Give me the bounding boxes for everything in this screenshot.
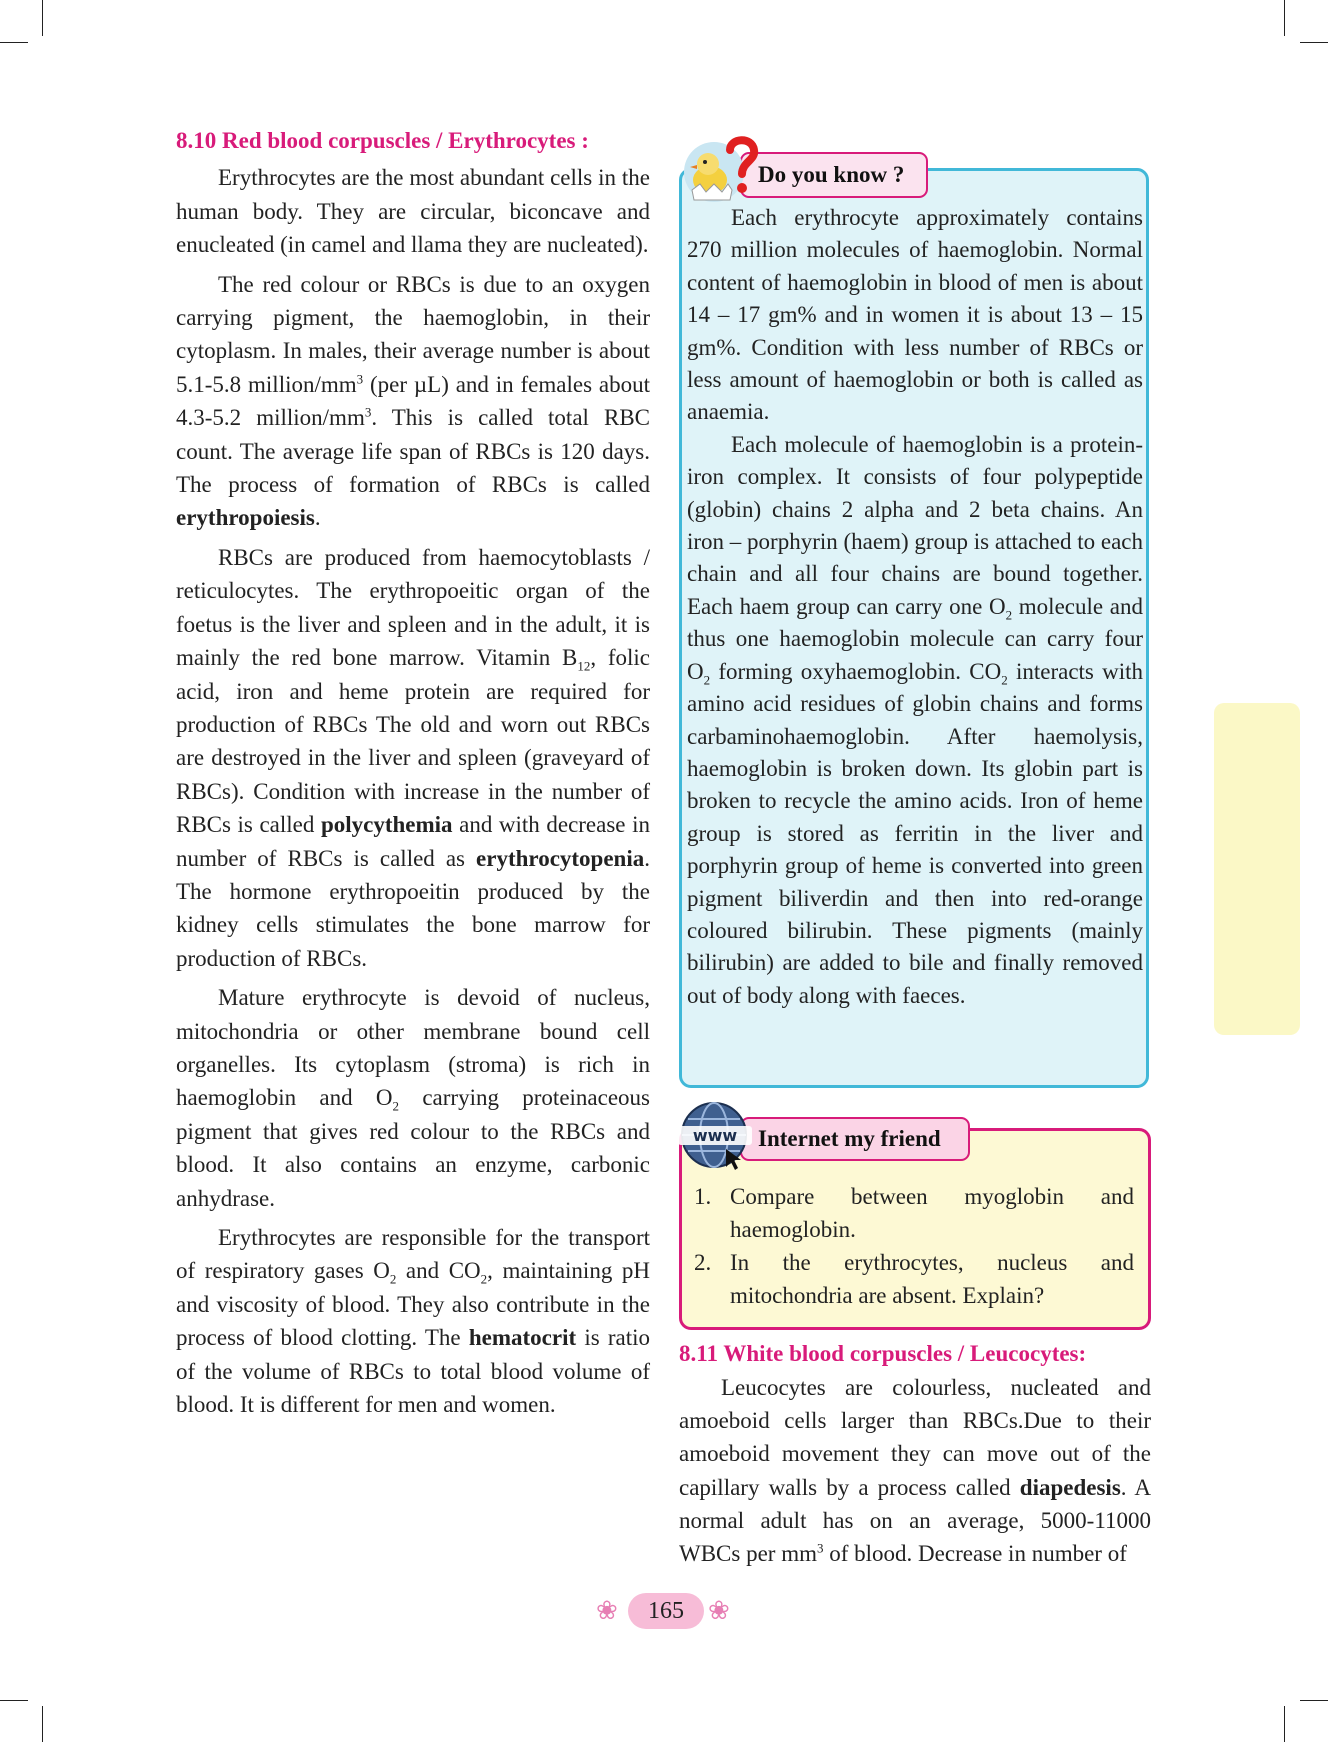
paragraph: Erythrocytes are responsible for the transport of respiratory gases $O_2$ and $CO_2$, maintaining pH and viscosity of blood. They also contribute in the process of blood clotting. The hematocrit is ratio of the volume of RBCs to total blood volume of blood. It is different for men and women. xyxy=(176,1225,650,1418)
internet-my-friend-title: Internet my friend xyxy=(740,1117,970,1161)
crop-mark xyxy=(1284,1706,1285,1742)
paragraph: RBCs are produced from haemocytoblasts / reticulocytes. The erythropoeitic organ of the foetus is the liver and spleen and in the adult, it is mainly the red bone marrow. Vitamin $B_{12}$, folic acid, iron and heme protein are required for production of RBCs The old and worn out RBCs are destroyed in the liver and spleen (graveyard of RBCs). Condition with increase in the number of RBCs is called polycythemia and with decrease in number of RBCs is called as erythrocytopenia. The hormone erythropoeitin produced by the kidney cells stimulates the bone marrow for production of RBCs. xyxy=(176,544,650,971)
internet-question-list xyxy=(694,1181,1134,1313)
section-811-content xyxy=(679,1371,1151,1570)
do-you-know-content xyxy=(687,202,1143,1012)
paragraph: Each molecule of haemoglobin is a protein-iron complex. It consists of four polypeptide (globin) chains 2 alpha and 2 beta chains. An iron – porphyrin (haem) group is attached to each chain and all four chains are bound together. Each haem group can carry one $O_2$ molecule and thus one haemoglobin molecule can carry four $O_2$ forming oxyhaemoglobin. $CO_2$ interacts with amino acid residues of globin chains and forms carbaminohaemoglobin. After haemolysis, haemoglobin is broken down. Its globin part is broken to recycle the amino acids. Iron of heme group is stored as ferritin in the liver and porphyrin group of heme is converted into green pigment biliverdin and then into red-orange coloured bilirubin. These pigments (mainly bilirubin) are added to bile and finally removed out of body along with faeces. xyxy=(687,431,1144,1008)
flower-icon: ❀ xyxy=(596,1596,618,1625)
paragraph: Each erythrocyte approximately contains 270 million molecules of haemoglobin. Normal content of haemoglobin in blood of men is about 14 – 17 gm% and in women it is about 13 – 15 gm%. Condition with less number of RBCs or less amount of haemoglobin or both is called as anaemia. xyxy=(687,205,1143,425)
left-column xyxy=(176,124,650,1427)
svg-text:www: www xyxy=(692,1126,738,1145)
paragraph: Mature erythrocyte is devoid of nucleus, mitochondria or other membrane bound cell organelles. Its cytoplasm (stroma) is rich in haemoglobin and $O_2$ carrying proteinaceous pigment that gives red colour to the RBCs and blood. It also contains an enzyme, carbonic anhydrase. xyxy=(176,985,650,1211)
paragraph: Erythrocytes are the most abundant cells in the human body. They are circular, biconcave and enucleated (in camel and llama they are nucleated). xyxy=(176,165,650,258)
do-you-know-title: Do you know ? xyxy=(740,152,928,198)
list-item: 1. Compare between myoglobin and haemoglobin. xyxy=(694,1184,1134,1242)
chick-question-icon xyxy=(678,132,768,212)
crop-mark xyxy=(42,1706,43,1742)
crop-mark xyxy=(1284,0,1285,36)
paragraph: Leucocytes are colourless, nucleated and amoeboid cells larger than RBCs.Due to their amoeboid movement they can move out of the capillary walls by a process called diapedesis. A normal adult has on an average, 5000-11000 WBCs per $mm^3$ of blood. Decrease in number of xyxy=(679,1375,1151,1567)
flower-icon: ❀ xyxy=(708,1596,730,1625)
crop-mark xyxy=(1300,42,1328,43)
page-number: 165 xyxy=(628,1593,704,1629)
globe-www-icon xyxy=(676,1097,756,1177)
list-item: 2. In the erythrocytes, nucleus and mitochondria are absent. Explain? xyxy=(694,1250,1134,1308)
crop-mark xyxy=(42,0,43,36)
chapter-side-tab xyxy=(1214,703,1300,1035)
page-number-footer xyxy=(594,1591,738,1633)
crop-mark xyxy=(0,1700,28,1701)
crop-mark xyxy=(0,42,28,43)
section-heading-810: 8.10 Red blood corpuscles / Erythrocytes : xyxy=(176,128,589,153)
crop-mark xyxy=(1300,1700,1328,1701)
paragraph: The red colour or RBCs is due to an oxygen carrying pigment, the haemoglobin, in their cytoplasm. In males, their average number is about 5.1-5.8 million/$mm^3$ (per µL) and in females about 4.3-5.2 million/$mm^3$. This is called total RBC count. The average life span of RBCs is 120 days. The process of formation of RBCs is called erythropoiesis. xyxy=(176,271,651,531)
section-heading-811: 8.11 White blood corpuscles / Leucocytes: xyxy=(679,1341,1087,1366)
